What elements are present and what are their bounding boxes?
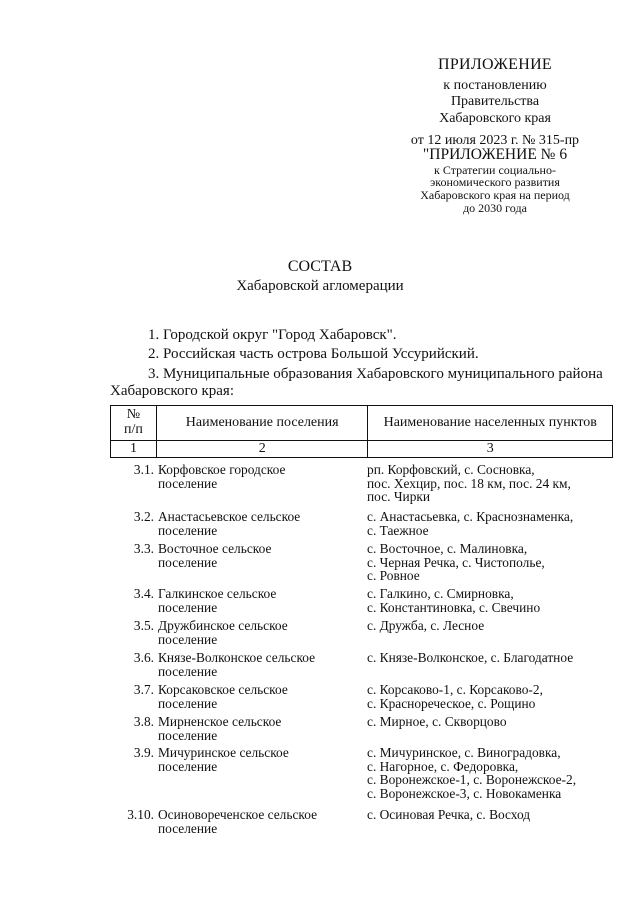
localities: рп. Корфовский, с. Сосновка, пос. Хехцир, пос. 18 км, пос. 24 км, пос. Чирки — [367, 462, 571, 505]
row-number: 3.5. — [133, 618, 154, 633]
settlement-name: Мирненское сельское поселение — [158, 714, 282, 743]
appendix-line: Правительства — [450, 94, 540, 110]
title-subtitle: Хабаровской агломерации — [236, 278, 404, 294]
localities: с. Галкино, с. Смирновка, с. Константиновка, с. Свечино — [367, 586, 541, 615]
strategy-header — [380, 146, 610, 214]
appendix-title: ПРИЛОЖЕНИЕ — [437, 56, 552, 73]
appendix-line: к постановлению — [443, 78, 547, 94]
localities: с. Мирное, с. Скворцово — [367, 714, 507, 729]
appendix-header — [380, 56, 610, 149]
header-num-line: п/п — [124, 422, 143, 437]
column-number: 3 — [368, 441, 613, 458]
settlement-name: Галкинское сельское поселение — [158, 586, 277, 615]
localities: с. Восточное, с. Малиновка, с. Черная Речка, с. Чистополье, с. Ровное — [367, 541, 545, 584]
column-number: 1 — [111, 441, 157, 458]
localities: с. Князе-Волконское, с. Благодатное — [367, 650, 574, 665]
column-header-localities: Наименование населенных пунктов — [368, 406, 613, 441]
header-num-line: № — [126, 407, 141, 423]
localities: с. Корсаково-1, с. Корсаково-2, с. Краснореческое, с. Рощино — [367, 682, 543, 711]
title-main: СОСТАВ — [287, 258, 353, 275]
localities: с. Дружба, с. Лесное — [367, 618, 485, 633]
strategy-line: экономического развития — [430, 175, 560, 190]
column-number: 2 — [156, 441, 368, 458]
list-item: 2. Российская часть острова Большой Уссурийский. — [148, 346, 479, 362]
settlement-name: Мичуринское сельское поселение — [158, 745, 289, 774]
row-number: 3.8. — [133, 714, 154, 729]
localities: с. Мичуринское, с. Виноградовка, с. Нагорное, с. Федоровка, с. Воронежское-1, с. Воронежское-2, с. Воронежское-3, с. Новокаменка — [367, 745, 577, 802]
appendix-line: Хабаровского края — [439, 110, 551, 126]
strategy-title: "ПРИЛОЖЕНИЕ № 6 — [422, 146, 568, 163]
list-item-continuation: Хабаровского края: — [110, 383, 234, 399]
row-number: 3.6. — [133, 650, 154, 665]
list-item: 3. Муниципальные образования Хабаровского муниципального района — [148, 366, 603, 382]
settlement-name: Восточное сельское поселение — [158, 541, 272, 570]
settlements-table-header — [110, 405, 613, 458]
settlement-name: Князе-Волконское сельское поселение — [158, 650, 316, 679]
settlement-name: Дружбинское сельское поселение — [158, 618, 288, 647]
row-number: 3.9. — [133, 745, 154, 760]
localities: с. Анастасьевка, с. Краснознаменка, с. Таежное — [367, 509, 574, 538]
row-number: 3.7. — [133, 682, 154, 697]
settlement-name: Корсаковское сельское поселение — [158, 682, 288, 711]
localities: с. Осиновая Речка, с. Восход — [367, 807, 531, 822]
strategy-line: Хабаровского края на период — [420, 188, 570, 202]
row-number: 3.3. — [133, 541, 154, 556]
strategy-line: к Стратегии социально- — [434, 162, 556, 177]
row-number: 3.2. — [133, 509, 154, 524]
settlement-name: Корфовское городское поселение — [158, 462, 286, 491]
list-item: 1. Городской округ "Город Хабаровск". — [148, 327, 397, 343]
settlement-name: Осиновореченское сельское поселение — [158, 807, 318, 836]
row-number: 3.10. — [127, 807, 154, 822]
appendix-decree-line: от 12 июля 2023 г. № 315-пр — [410, 132, 580, 148]
row-number: 3.1. — [133, 462, 154, 477]
row-number: 3.4. — [133, 586, 154, 601]
column-header-settlement: Наименование поселения — [156, 406, 368, 441]
column-header-number — [111, 406, 157, 441]
settlement-name: Анастасьевское сельское поселение — [158, 509, 301, 538]
strategy-line: до 2030 года — [463, 200, 527, 215]
